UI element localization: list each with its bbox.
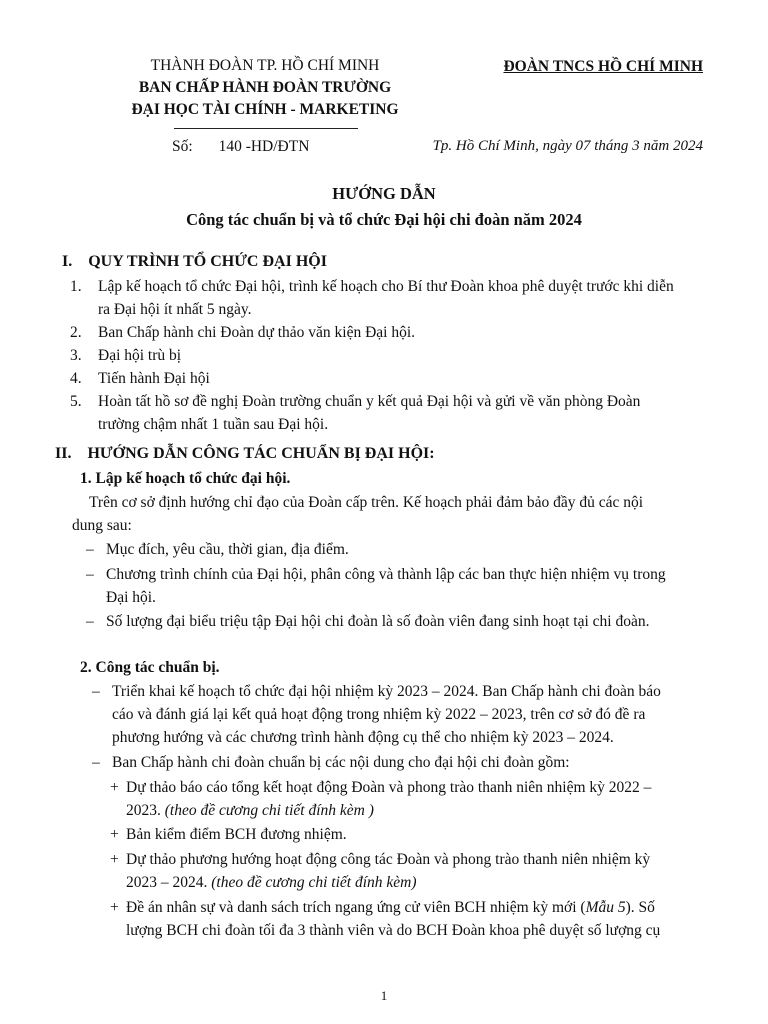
item-number: 2. (70, 324, 82, 341)
bullet-text: Số lượng đại biểu triệu tập Đại hội chi đoàn là số đoàn viên đang sinh hoạt tại chi đoàn. (106, 613, 650, 630)
bullet-text: Ban Chấp hành chi đoàn chuẩn bị các nội dung cho đại hội chi đoàn gồm: (112, 754, 570, 771)
plus-item (110, 896, 661, 939)
org-line-2: BAN CHẤP HÀNH ĐOÀN TRƯỜNG (138, 79, 392, 96)
plus-text: Bản kiểm điểm BCH đương nhiệm. (126, 826, 347, 843)
bullet-text-cont: phương hướng và các chương trình hành động cụ thể cho nhiệm kỳ 2023 – 2024. (112, 729, 614, 746)
header-left (120, 55, 410, 121)
plus-item (110, 848, 651, 891)
list-item (70, 321, 416, 344)
list-item (70, 367, 210, 390)
bullet-text: Triển khai kế hoạch tổ chức đại hội nhiệm kỳ 2023 – 2024. Ban Chấp hành chi đoàn báo (112, 683, 661, 700)
document-number (172, 138, 309, 156)
plus-text-italic: Mẫu 5 (585, 899, 626, 916)
plus-text-cont (126, 799, 374, 822)
plus-icon: + (110, 851, 119, 868)
so-label: Số: (172, 138, 193, 155)
section-2-heading (55, 445, 435, 463)
item-number: 1. (70, 278, 82, 295)
plus-text-plain: ). Số (625, 899, 655, 916)
section-1-heading (62, 253, 327, 271)
section-1-title: QUY TRÌNH TỔ CHỨC ĐẠI HỘI (88, 253, 327, 270)
plus-text-italic: (theo đề cương chi tiết đính kèm ) (164, 802, 374, 819)
plus-text-cont: lượng BCH chi đoàn tối đa 3 thành viên và do BCH Đoàn khoa phê duyệt số lượng cụ (126, 922, 661, 939)
section-2-title: HƯỚNG DẪN CÔNG TÁC CHUẨN BỊ ĐẠI HỘI: (87, 445, 435, 462)
item-text: Đại hội trù bị (98, 347, 182, 364)
bullet-item (92, 751, 570, 774)
so-value: 140 -HD/ĐTN (218, 138, 310, 155)
bullet-item (86, 563, 666, 606)
item-text: Ban Chấp hành chi Đoàn dự thảo văn kiện Đại hội. (98, 324, 416, 341)
dash-icon: – (86, 566, 94, 583)
place-date: Tp. Hồ Chí Minh, ngày 07 tháng 3 năm 2024 (432, 138, 703, 154)
item-text: Tiến hành Đại hội (98, 370, 210, 387)
item-number: 3. (70, 347, 82, 364)
plus-text-plain: 2023 – 2024. (126, 874, 212, 891)
list-item (70, 390, 641, 433)
plus-icon: + (110, 779, 119, 796)
item-text-cont: trường chậm nhất 1 tuần sau Đại hội. (98, 416, 329, 433)
item-number: 5. (70, 393, 82, 410)
bullet-item (86, 538, 349, 561)
bullet-item (92, 680, 661, 746)
subsection-1-heading: 1. Lập kế hoạch tổ chức đại hội. (80, 470, 291, 487)
section-2-number: II. (55, 445, 72, 462)
page-number: 1 (380, 988, 388, 1003)
list-item (70, 275, 674, 318)
org-line-1: THÀNH ĐOÀN TP. HỒ CHÍ MINH (150, 57, 380, 74)
subsection-2-heading: 2. Công tác chuẩn bị. (80, 659, 220, 676)
plus-text-cont (126, 871, 417, 894)
doc-subtitle: Công tác chuẩn bị và tổ chức Đại hội chi đoàn năm 2024 (186, 210, 582, 229)
bullet-item (86, 610, 650, 633)
plus-text: Dự thảo báo cáo tổng kết hoạt động Đoàn và phong trào thanh niên nhiệm kỳ 2022 – (126, 779, 652, 796)
org-line-3: ĐẠI HỌC TÀI CHÍNH - MARKETING (131, 101, 399, 118)
item-text-cont: ra Đại hội ít nhất 5 ngày. (98, 301, 252, 318)
bullet-text: Mục đích, yêu cầu, thời gian, địa điểm. (106, 541, 349, 558)
item-text: Lập kế hoạch tổ chức Đại hội, trình kế hoạch cho Bí thư Đoàn khoa phê duyệt trước khi diễn (98, 278, 674, 295)
plus-text: Dự thảo phương hướng hoạt động công tác Đoàn và phong trào thanh niên nhiệm kỳ (126, 851, 651, 868)
plus-item (110, 776, 652, 819)
doc-title: HƯỚNG DẪN (332, 184, 436, 203)
paragraph-cont: dung sau: (72, 517, 132, 534)
dash-icon: – (92, 683, 100, 700)
header-divider (174, 128, 358, 129)
plus-icon: + (110, 899, 119, 916)
plus-item (110, 823, 347, 846)
bullet-text-cont: Đại hội. (106, 589, 156, 606)
dash-icon: – (86, 613, 94, 630)
item-text: Hoàn tất hồ sơ đề nghị Đoàn trường chuẩn y kết quả Đại hội và gửi về văn phòng Đoàn (98, 393, 641, 410)
plus-text-plain: 2023. (126, 802, 165, 819)
right-org: ĐOÀN TNCS HỒ CHÍ MINH (503, 58, 703, 75)
section-1-number: I. (62, 253, 73, 270)
bullet-text-cont: cáo và đánh giá lại kết quả hoạt động trong nhiệm kỳ 2022 – 2023, trên cơ sở đó đề ra (112, 706, 646, 723)
list-item (70, 344, 182, 367)
paragraph: Trên cơ sở định hướng chỉ đạo của Đoàn cấp trên. Kế hoạch phải đảm bảo đầy đủ các nội (89, 494, 644, 511)
dash-icon: – (86, 541, 94, 558)
dash-icon: – (92, 754, 100, 771)
item-number: 4. (70, 370, 82, 387)
plus-icon: + (110, 826, 119, 843)
plus-text (126, 896, 655, 919)
plus-text-italic: (theo đề cương chi tiết đính kèm) (211, 874, 417, 891)
plus-text-plain: Đề án nhân sự và danh sách trích ngang ứng cử viên BCH nhiệm kỳ mới ( (126, 899, 586, 916)
bullet-text: Chương trình chính của Đại hội, phân công và thành lập các ban thực hiện nhiệm vụ trong (106, 566, 666, 583)
